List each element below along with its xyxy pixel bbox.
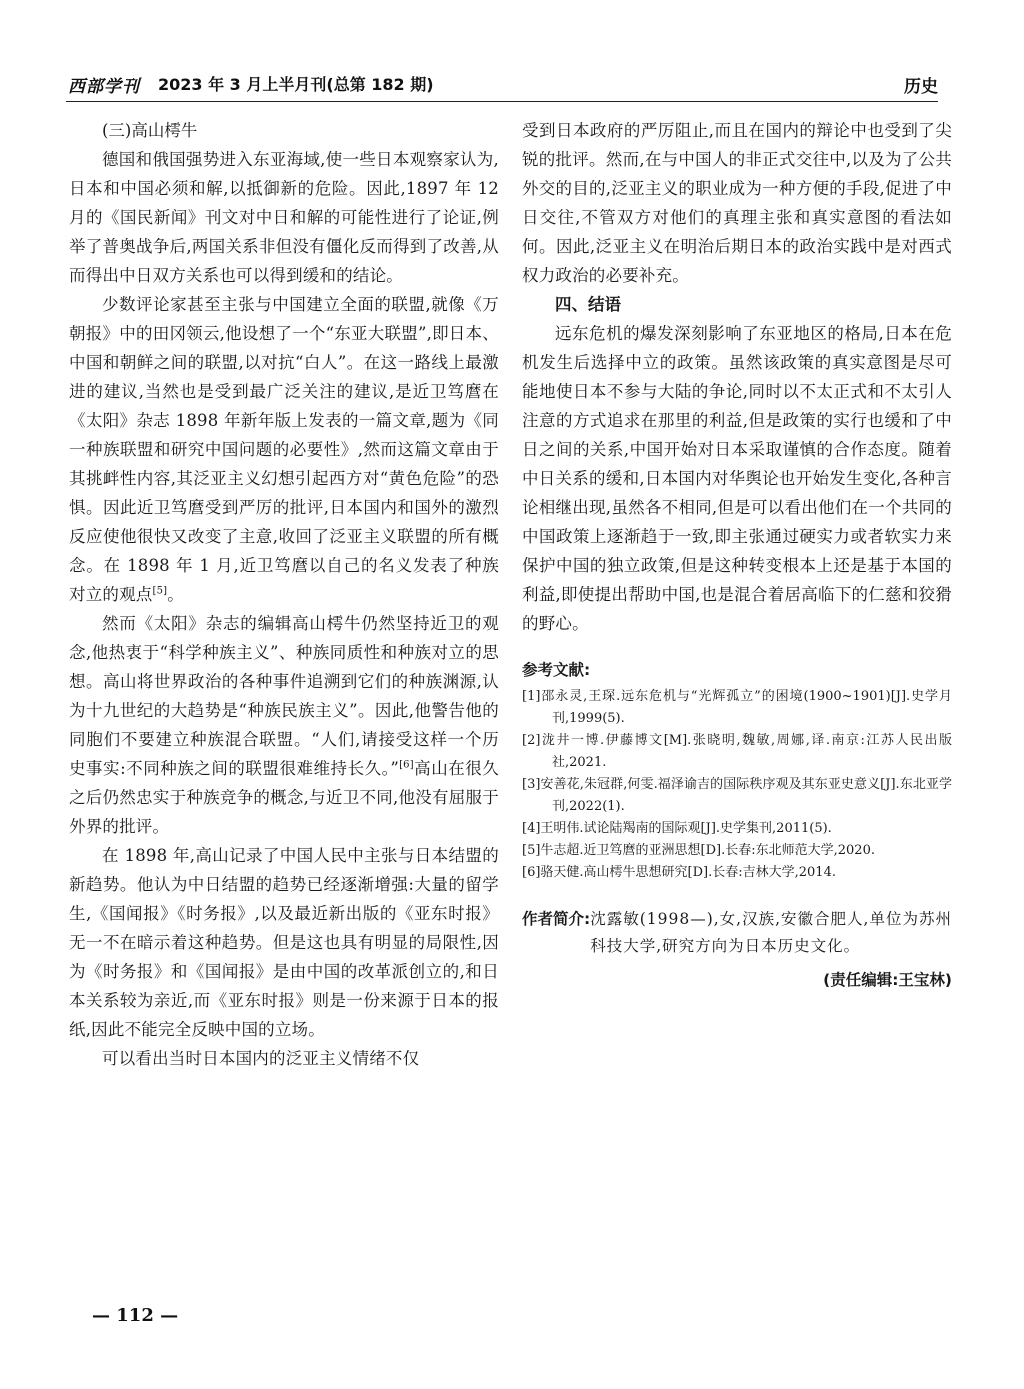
continuation-paragraph: 受到日本政府的严厉阻止,而且在国内的辩论中也受到了尖锐的批评。然而,在与中国人的非正式交往中,以及为了公共外交的目的,泛亚主义的职业成为一种方便的手段,促进了中日交往,不管双方对他们的真理主张和真实意图的看法如何。因此,泛亚主义在明治后期日本的政治实践中是对西式权力政治的必要补充。 (522, 121, 952, 285)
author-info (522, 906, 952, 960)
reference-item-4: [4]王明伟.试论陆羯南的国际观[J].史学集刊,2011(5). (522, 821, 832, 836)
reference-item-3: [3]安善花,朱冠群,何雯.福泽谕吉的国际秩序观及其东亚史意义[J].东北亚学刊,2022(1). (522, 777, 952, 814)
subheading-gaoshan: (三)高山樗牛 (102, 121, 198, 140)
reference-item-6: [6]骆天健.高山樗牛思想研究[D].长春:吉林大学,2014. (522, 865, 836, 880)
header-divider (66, 101, 938, 102)
citation-5: [5] (152, 585, 168, 597)
reference-item-1: [1]邵永灵,王琛.远东危机与“光辉孤立”的困境(1900~1901)[J].史学月刊,1999(5). (522, 689, 952, 726)
page-number: — 112 — (92, 1305, 179, 1326)
right-column (522, 116, 952, 990)
left-column (69, 116, 499, 1073)
paragraph-2-end: 。 (167, 585, 184, 604)
references-title: 参考文献: (522, 661, 591, 679)
paragraph-1: 德国和俄国强势进入东亚海域,使一些日本观察家认为,日本和中国必须和解,以抵御新的危险。因此,1897 年 12 月的《国民新闻》刊文对中日和解的可能性进行了论证,例举了普奥战争后,两国关系非但没有僵化反而得到了改善,从而得出中日双方关系也可以得到缓和的结论。 (69, 150, 499, 285)
reference-item-5: [5]牛志超.近卫笃麿的亚洲思想[D].长春:东北师范大学,2020. (522, 843, 875, 858)
paragraph-3 (69, 609, 499, 841)
citation-6: [6] (399, 759, 414, 771)
paragraph-3-text: 然而《太阳》杂志的编辑高山樗牛仍然坚持近卫的观念,他热衷于“科学种族主义”、种族同质性和种族对立的思想。高山将世界政治的各种事件追溯到它们的种族渊源,认为十九世纪的大趋势是“种族民族主义”。因此,他警告他的同胞们不要建立种族混合联盟。“人们,请接受这样一个历史事实:不同种族之间的联盟很难维持长久。” (69, 614, 499, 778)
section-label: 历史 (904, 77, 938, 97)
paragraph-3-tail: 高山在很久之后仍然忠实于种族竞争的概念,与近卫不同,他没有屈服于外界的批评。 (69, 759, 500, 836)
author-bio: 沈露敏(1998—),女,汉族,安徽合肥人,单位为苏州科技大学,研究方向为日本历史文化。 (590, 910, 952, 955)
reference-item-2: [2]泷井一博.伊藤博文[M].张晓明,魏敏,周娜,译.南京:江苏人民出版社,2021. (522, 733, 952, 770)
paragraph-5: 可以看出当时日本国内的泛亚主义情绪不仅 (102, 1049, 420, 1068)
responsible-editor: (责任编辑:王宝林) (823, 971, 952, 989)
issue-label: 2023 年 3 月上半月刊(总第 182 期) (158, 75, 434, 94)
conclusion-paragraph: 远东危机的爆发深刻影响了东亚地区的格局,日本在危机发生后选择中立的政策。虽然该政策的真实意图是尽可能地使日本不参与大陆的争论,同时以不太正式和不太引人注意的方式追求在那里的利益,但是政策的实行也缓和了中日之间的关系,中国开始对日本采取谨慎的合作态度。随着中日关系的缓和,日本国内对华舆论也开始发生变化,各种言论相继出现,虽然各不相同,但是可以看出他们在一个共同的中国政策上逐渐趋于一致,即主张通过硬实力或者软实力来保护中国的独立政策,但是这种转变根本上还是基于本国的利益,即使提出帮助中国,也是混合着居高临下的仁慈和狡猾的野心。 (522, 324, 952, 633)
paragraph-4: 在 1898 年,高山记录了中国人民中主张与日本结盟的新趋势。他认为中日结盟的趋势已经逐渐增强:大量的留学生,《国闻报》《时务报》,以及最近新出版的《亚东时报》无一不在暗示着这种趋势。但是这也具有明显的局限性,因为《时务报》和《国闻报》是由中国的改革派创立的,和日本关系较为亲近,而《亚东时报》则是一份来源于日本的报纸,因此不能完全反映中国的立场。 (69, 846, 499, 1039)
journal-logo: 西部学刊 (68, 77, 140, 97)
paragraph-2-text: 少数评论家甚至主张与中国建立全面的联盟,就像《万朝报》中的田冈领云,他设想了一个“东亚大联盟”,即日本、中国和朝鲜之间的联盟,以对抗“白人”。在这一路线上最激进的建议,当然也是受到最广泛关注的建议,是近卫笃麿在《太阳》杂志 1898 年新年版上发表的一篇文章,题为《同一种族联盟和研究中国问题的必要性》,然而这篇文章由于其挑衅性内容,其泛亚主义幻想引起西方对“黄色危险”的恐惧。因此近卫笃麿受到严厉的批评,日本国内和国外的激烈反应使他很快又改变了主意,收回了泛亚主义联盟的所有概念。在 1898 年 1 月,近卫笃麿以自己的名义发表了种族对立的观点 (69, 295, 499, 604)
author-label: 作者简介: (522, 910, 591, 928)
paragraph-2 (69, 290, 499, 609)
conclusion-heading: 四、结语 (555, 295, 621, 314)
